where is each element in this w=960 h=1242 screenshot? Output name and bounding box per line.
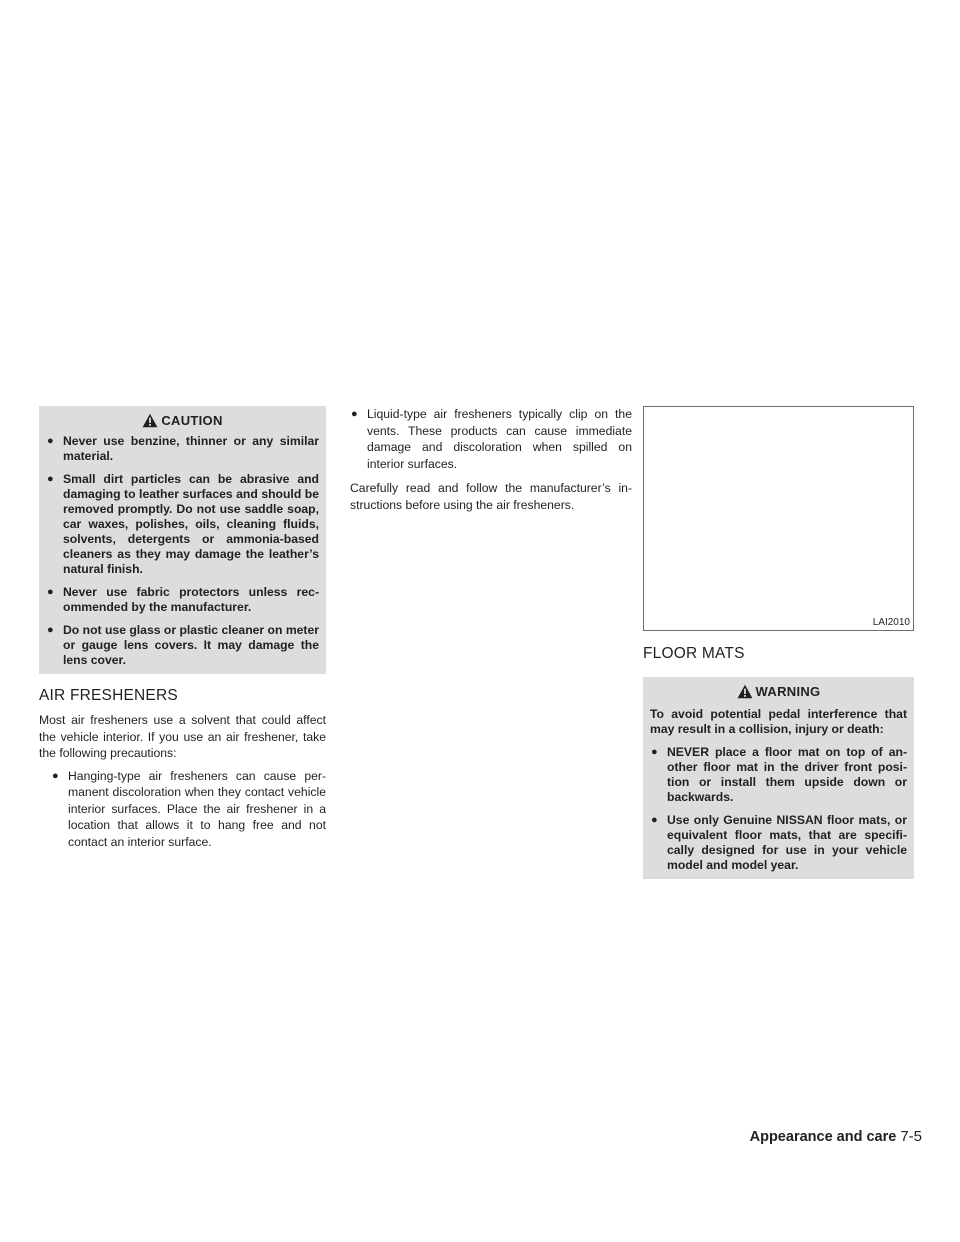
floor-mat-figure bbox=[643, 406, 914, 631]
footer-section-title: Appearance and care bbox=[749, 1129, 897, 1145]
warning-heading bbox=[650, 681, 907, 701]
warning-heading-text: WARNING bbox=[755, 683, 821, 699]
bullet-icon: ● bbox=[47, 586, 54, 598]
warning-triangle-icon bbox=[142, 413, 158, 428]
air-fresheners-heading: AIR FRESHENERS bbox=[39, 687, 178, 704]
air-freshener-item: ● Hanging-type air fresheners can cause permanent discoloration when they contact vehicle interior surfaces. Place the air freshener in a location that allows it to hang free and not contact an interior surface. bbox=[52, 768, 326, 849]
caution-item: ● Never use benzine, thinner or any similar material. bbox=[47, 434, 319, 463]
page-number: 7-5 bbox=[900, 1128, 922, 1145]
air-freshener-item: ● Liquid-type air fresheners typically clip on the vents. These products can cause immediate damage and discoloration when spilled on interior surfaces. bbox=[351, 407, 632, 471]
air-fresheners-list bbox=[51, 768, 326, 851]
caution-list bbox=[46, 434, 319, 668]
bullet-icon: ● bbox=[47, 435, 54, 447]
warning-triangle-icon bbox=[737, 684, 753, 699]
caution-box bbox=[39, 406, 326, 674]
warning-item: ● Use only Genuine NISSAN floor mats, or equivalent floor mats, that are specifically designed for use in your vehicle model and model year. bbox=[651, 813, 907, 872]
left-column bbox=[39, 406, 326, 858]
floor-mats-heading: FLOOR MATS bbox=[643, 645, 745, 662]
warning-box bbox=[643, 677, 914, 879]
bullet-icon: ● bbox=[47, 624, 54, 636]
warning-intro: To avoid potential pedal interference that may result in a collision, injury or death: bbox=[650, 707, 907, 736]
bullet-icon: ● bbox=[651, 814, 658, 826]
middle-column bbox=[350, 406, 632, 513]
right-column bbox=[643, 406, 914, 879]
air-fresheners-intro: Most air fresheners use a solvent that could affect the vehicle interior. If you use an air freshener, take the following precautions: bbox=[39, 713, 326, 760]
caution-heading-text: CAUTION bbox=[161, 412, 223, 428]
warning-item: ● NEVER place a floor mat on top of another floor mat in the driver front position or install them upside down or backwards. bbox=[651, 745, 907, 804]
caution-item: ● Never use fabric protectors unless recommended by the manufacturer. bbox=[47, 585, 319, 614]
bullet-icon: ● bbox=[351, 408, 358, 420]
page-footer bbox=[750, 1128, 922, 1145]
caution-item: ● Small dirt particles can be abrasive and damaging to leather surfaces and should be removed promptly. Do not use saddle soap, car waxes, polishes, oils, cleaning fluids, solvents, detergents or ammonia-based cleaners as they may damage the leather’s natural finish. bbox=[47, 472, 319, 576]
air-fresheners-closing: Carefully read and follow the manufacturer’s instructions before using the air fresheners. bbox=[350, 481, 632, 512]
bullet-icon: ● bbox=[651, 746, 658, 758]
air-fresheners-list-continued bbox=[350, 406, 632, 472]
figure-label: LAI2010 bbox=[872, 617, 910, 628]
bullet-icon: ● bbox=[52, 769, 59, 782]
caution-heading bbox=[46, 410, 319, 430]
bullet-icon: ● bbox=[47, 473, 54, 485]
warning-list bbox=[650, 745, 907, 873]
caution-item: ● Do not use glass or plastic cleaner on meter or gauge lens covers. It may damage the lens cover. bbox=[47, 623, 320, 667]
